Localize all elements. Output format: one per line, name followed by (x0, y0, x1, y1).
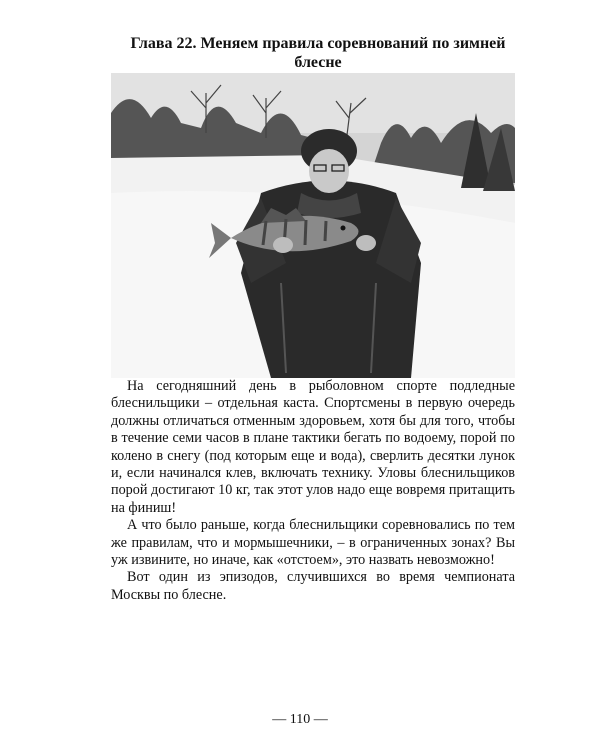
page-number: — 110 — (272, 712, 328, 727)
body-text (111, 378, 515, 604)
chapter-photo (111, 73, 515, 378)
chapter-title: Глава 22. Меняем правила соревнований по зимней блесне (130, 35, 506, 71)
angler-photo-illustration (111, 73, 515, 378)
paragraph: Вот один из эпизодов, случившихся во время чемпионата Москвы по блесне. (111, 569, 515, 603)
paragraph: А что было раньше, когда блеснильщики соревновались по тем же правилам, что и мормышечники, – в ограниченных зонах? Вы уж извините, но иначе, как «отстоем», это назвать невозможно! (111, 517, 515, 569)
paragraph: На сегодняшний день в рыболовном спорте подледные блеснильщики – отдельная каста. Спортсмены в первую очередь должны отличаться отменным здоровьем, хотя бы для того, чтобы в течение семи часов в плане тактики бегать по водоему, порой по колено в снегу (под которым еще и вода), сверлить десятки лунок и, если начинался клев, включать технику. Уловы блеснильщиков порой достигают 10 кг, так этот улов надо еще вовремя притащить на финиш! (111, 378, 515, 516)
